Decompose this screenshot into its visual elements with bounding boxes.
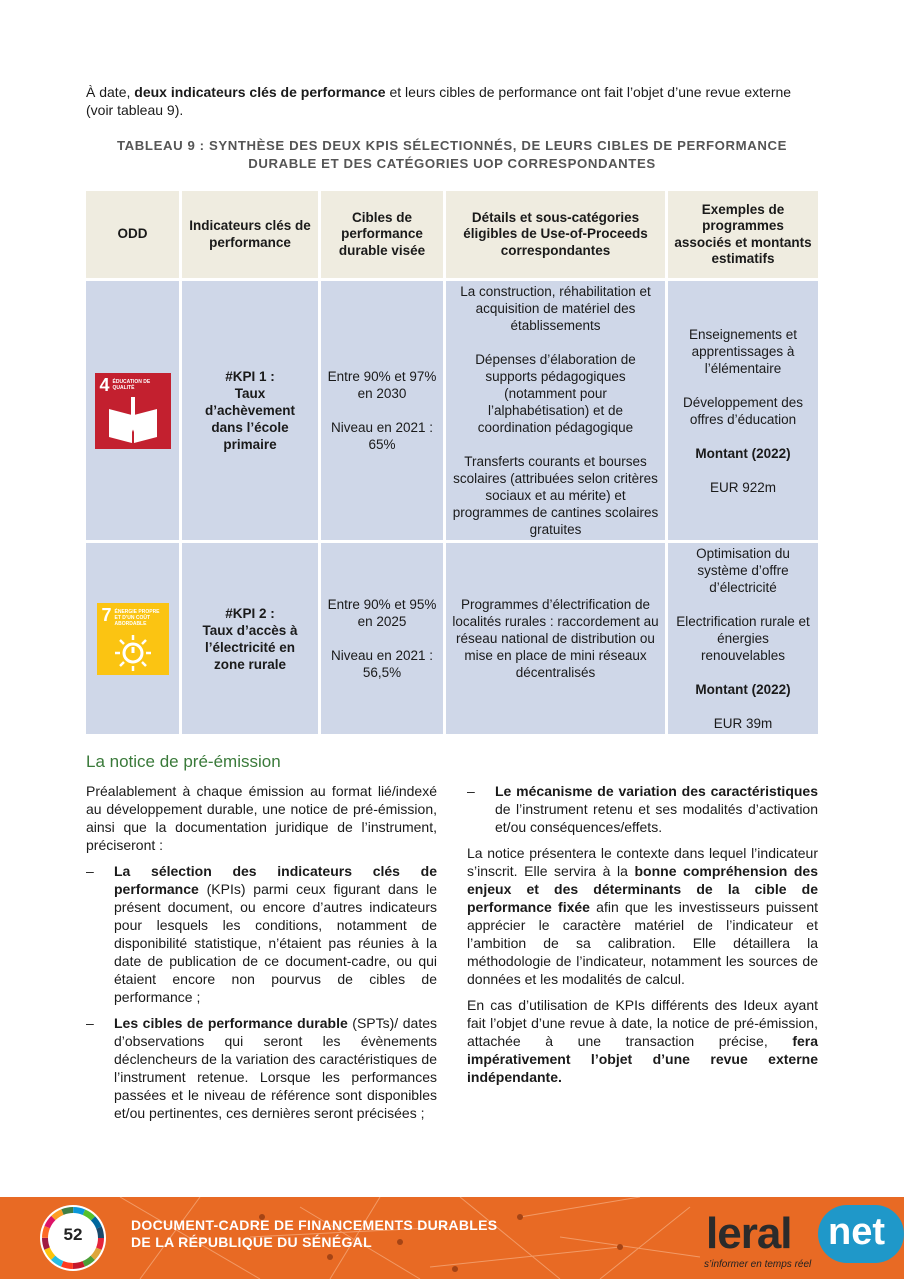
sdg-7-badge: 7 ÉNERGIE PROPRE ET D’UN COÛT ABORDABLE — [97, 603, 169, 675]
book-pencil-icon — [95, 373, 171, 449]
footer-title: DOCUMENT-CADRE DE FINANCEMENTS DURABLES DE LA RÉPUBLIQUE DU SÉNÉGAL — [131, 1217, 498, 1250]
kpi-table — [83, 188, 821, 737]
brand-watermark: leral net s’informer en temps réel — [704, 1205, 904, 1275]
list-item: – Les cibles de performance durable (SPTs)/ dates d’observations qui seront les évènements déclencheurs de la variation des caractéristiques de l’instrument retenue. Lorsque les performances passées et le niveau de référence sont disponibles et/ou pertinentes, ces dernières seront précisées ; — [86, 1015, 437, 1121]
header-details: Détails et sous-catégories éligibles de Use-of-Proceeds correspondantes — [446, 191, 665, 278]
kpi-cell: #KPI 1 : Taux d’achèvement dans l’école primaire — [182, 281, 318, 540]
header-target: Cibles de performance durable visée — [321, 191, 443, 278]
intro-paragraph: À date, deux indicateurs clés de performance et leurs cibles de performance ont fait l’objet d’une revue externe (voir tableau 9). — [86, 84, 792, 118]
sun-power-icon — [97, 603, 169, 675]
examples-cell: Optimisation du système d’offre d’électricité Electrification rurale et énergies renouvelables Montant (2022) EUR 39m — [668, 543, 818, 734]
page-number: 52 — [63, 1225, 83, 1244]
target-cell: Entre 90% et 95% en 2025 Niveau en 2021 : 56,5% — [321, 543, 443, 734]
table-row — [86, 281, 818, 540]
header-odd: ODD — [86, 191, 179, 278]
kpi-cell: #KPI 2 : Taux d’accès à l’électricité en zone rurale — [182, 543, 318, 734]
paragraph: En cas d’utilisation de KPIs différents des Ideux ayant fait l’objet d’une revue à date, la notice de pré-émission, attachée à une transaction précise, fera impérativement l’objet d’une revue externe indépendante. — [467, 997, 818, 1085]
header-examples: Exemples de programmes associés et montants estimatifs — [668, 191, 818, 278]
table-row — [86, 543, 818, 734]
details-cell: La construction, réhabilitation et acquisition de matériel des établissements Dépenses d’élaboration de supports pédagogiques (notamment pour l’alphabétisation) et de coordination pédagogique Transferts courants et bourses scolaires (attribuées selon critères sociaux et au mérite) et programmes de cantines scolaires gratuites — [446, 281, 665, 540]
target-cell: Entre 90% et 97% en 2030 Niveau en 2021 : 65% — [321, 281, 443, 540]
list-item: – La sélection des indicateurs clés de performance (KPIs) parmi ceux figurant dans le présent document, ou encore d’autres indicateurs pour lesquels les conditions, notamment de disponibilité statistique, n’étaient pas réunies à la date de publication de ce document-cadre, ou qui étaient encore non pourvus de cibles de performance ; — [86, 863, 437, 1005]
table-header-row — [86, 191, 818, 278]
list-item: – Le mécanisme de variation des caractéristiques de l’instrument retenu et ses modalités d’activation et/ou conséquences/effets. — [467, 783, 818, 835]
section-title: La notice de pré-émission — [86, 752, 281, 771]
paragraph: La notice présentera le contexte dans lequel l’indicateur s’inscrit. Elle servira à la bonne compréhension des enjeux et des déterminants de la cible de performance fixée afin que les investisseurs puissent apprécier le caractère matériel de l’indicateur et l’ambition de sa calibration. Elle détaillera la méthodologie de l’indicateur, notamment les sources de données et les modalités de calcul. — [467, 845, 818, 987]
page-footer — [0, 1197, 904, 1279]
paragraph: Préalablement à chaque émission au format lié/indexé au développement durable, une notice de pré-émission, ainsi que la documentation juridique de l’instrument, préciseront : — [86, 783, 437, 853]
right-column — [467, 782, 818, 1094]
left-column — [86, 782, 437, 1130]
examples-cell: Enseignements et apprentissages à l’élémentaire Développement des offres d’éducation Montant (2022) EUR 922m — [668, 281, 818, 540]
details-cell: Programmes d’électrification de localités rurales : raccordement au réseau national de distribution ou mise en place de mini réseaux décentralisés — [446, 543, 665, 734]
table-title: TABLEAU 9 : SYNTHÈSE DES DEUX KPIS SÉLECTIONNÉS, DE LEURS CIBLES DE PERFORMANCE DURABLE ET DES CATÉGORIES UOP CORRESPONDANTES — [117, 138, 787, 171]
sdg-4-badge: 4 ÉDUCATION DE QUALITÉ — [95, 373, 171, 449]
odd-cell — [86, 543, 179, 734]
header-kpi: Indicateurs clés de performance — [182, 191, 318, 278]
odd-cell — [86, 281, 179, 540]
